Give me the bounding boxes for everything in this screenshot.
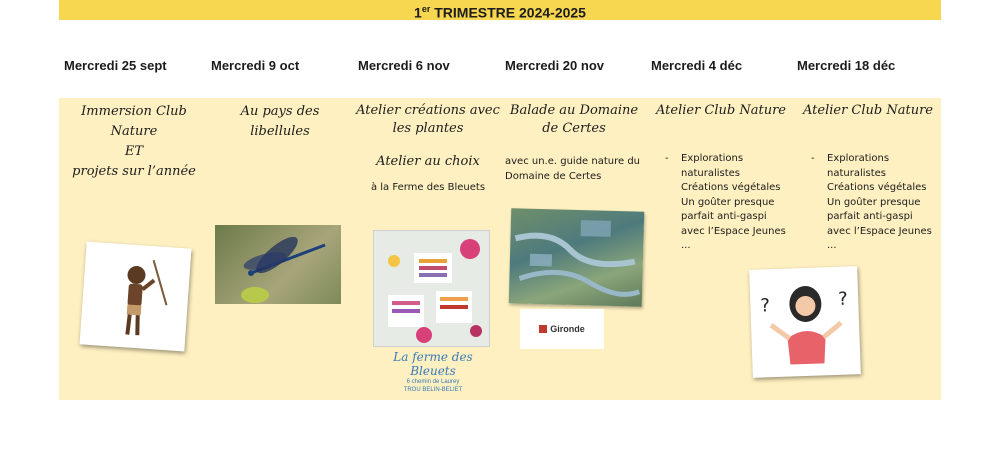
domaine-de-certes-aerial-photo: [509, 208, 644, 306]
ferme-des-bleuets-logo: [378, 350, 488, 393]
logo-title: La ferme des Bleuets: [393, 350, 473, 378]
activity-6-item: avec l’Espace Jeunes: [827, 225, 932, 237]
activity-5-item: avec l’Espace Jeunes: [681, 225, 786, 237]
date-4: Mercredi 20 nov: [505, 58, 604, 73]
activity-3-line1: Atelier créations avec: [356, 103, 500, 118]
activity-5-item: Créations végétales: [681, 182, 781, 193]
date-6: Mercredi 18 déc: [797, 58, 896, 73]
activity-5-item: Un goûter presque: [681, 196, 775, 208]
activity-5-title: Atelier Club Nature: [656, 103, 786, 118]
activity-4-note1: avec un.e. guide nature du: [505, 156, 641, 167]
activity-5-item: ...: [681, 240, 691, 251]
activity-6-item: parfait anti-gaspi: [827, 211, 913, 222]
activity-2-line2: libellules: [250, 124, 310, 139]
svg-text:?: ?: [837, 288, 849, 310]
activity-6-list: [811, 152, 932, 254]
banner-title: TRIMESTRE 2024-2025: [430, 4, 586, 21]
activity-4-line2: de Certes: [542, 121, 606, 136]
activity-6-title: Atelier Club Nature: [803, 103, 933, 118]
date-1: Mercredi 25 sept: [64, 58, 167, 73]
thinking-woman-illustration: [749, 266, 861, 378]
activity-4-text: [501, 102, 647, 184]
footer-strip: [0, 440, 1000, 450]
activity-1-line2: Nature: [110, 124, 158, 139]
banner-ordinal-suffix: er: [421, 4, 431, 14]
logo-town: TROU BELIN-BELIET: [403, 387, 463, 393]
dragonfly-photo: [215, 225, 341, 304]
date-header-row: [0, 58, 1000, 76]
date-5: Mercredi 4 déc: [651, 58, 743, 73]
activity-5-list: [665, 152, 786, 254]
activity-3-note: à la Ferme des Bleuets: [370, 182, 486, 193]
activity-3-line2: les plantes: [392, 121, 464, 136]
activity-5-dash: -: [665, 153, 669, 164]
activity-6-item: naturalistes: [827, 167, 887, 179]
activity-6-item: Un goûter presque: [827, 196, 921, 208]
activity-5-item: naturalistes: [681, 167, 741, 179]
svg-text:?: ?: [760, 295, 771, 317]
gironde-logo: [520, 309, 604, 349]
activity-6-item: ...: [827, 240, 837, 251]
activity-2-line1: Au pays des: [240, 104, 320, 119]
activity-3-line3: Atelier au choix: [376, 154, 480, 169]
activity-1-line4: projets sur l’année: [72, 164, 196, 179]
activity-2-text: [207, 102, 353, 142]
trimester-banner: [59, 0, 941, 20]
activity-3-text: [355, 102, 501, 195]
flower-paint-photo: [373, 230, 490, 347]
activity-1-line1: Immersion Club: [81, 104, 187, 119]
date-3: Mercredi 6 nov: [358, 58, 450, 73]
activity-1-text: [61, 102, 207, 182]
gironde-logo-text: Gironde: [550, 324, 585, 334]
activity-6-item: Créations végétales: [827, 182, 927, 193]
activity-6-item: Explorations: [827, 153, 890, 164]
logo-address: 6 chemin de Laurey: [406, 379, 460, 385]
activity-5-item: parfait anti-gaspi: [681, 211, 767, 222]
activity-4-line1: Balade au Domaine: [509, 103, 639, 118]
activity-6-dash: -: [811, 153, 815, 164]
date-2: Mercredi 9 oct: [211, 58, 300, 73]
gironde-logo-mark: [539, 325, 547, 333]
activity-1-line3: ET: [124, 144, 144, 159]
banner-ordinal: 1: [414, 4, 422, 21]
child-with-stick-illustration: [80, 241, 192, 351]
activity-5-item: Explorations: [681, 153, 744, 164]
activity-4-note2: Domaine de Certes: [505, 171, 602, 182]
